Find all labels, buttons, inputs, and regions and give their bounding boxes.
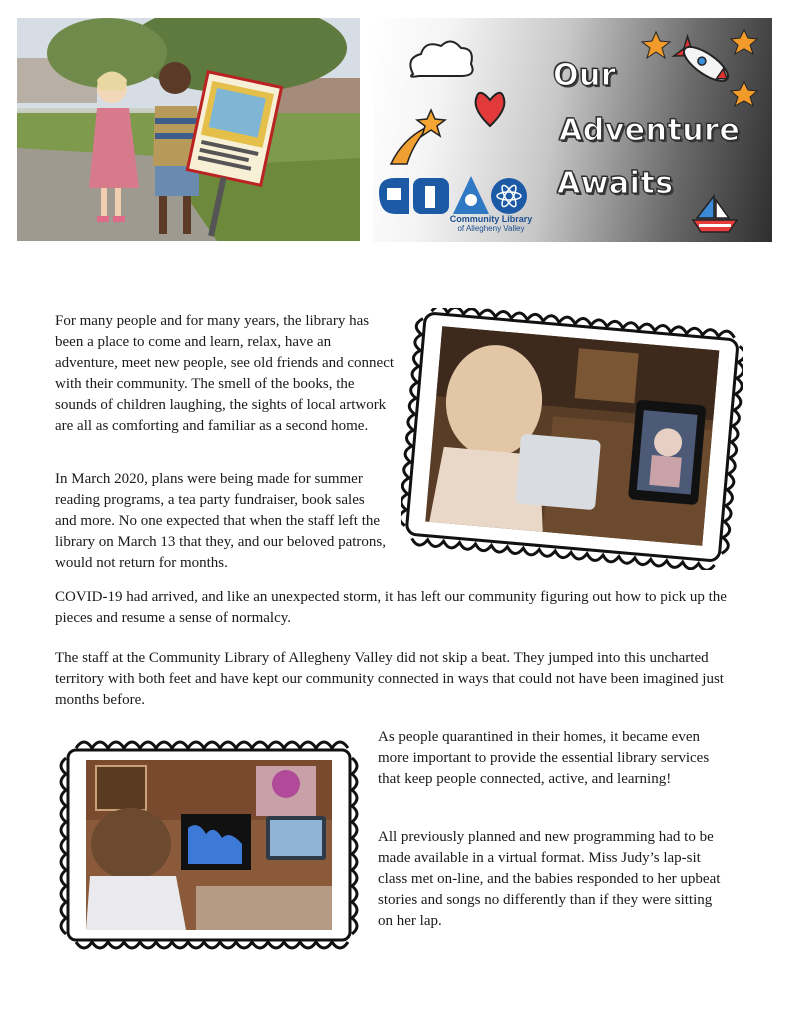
headline-line-1: Our [553, 58, 617, 93]
paragraph-intro: For many people and for many years, the library has been a place to come and learn, relax, have an adventure, meet new people, see old friends and connect with their community. The smell of the books, the sounds of children laughing, the sights of local artwork are all as comforting and familiar as a second home. [55, 313, 395, 434]
photo-baby-video-call [401, 308, 743, 570]
shooting-star-icon [391, 110, 445, 164]
paragraph-covid: COVID-19 had arrived, and like an unexpected storm, it has left our community figuring out how to pick up the pieces and resume a sense of normalcy. [55, 589, 727, 626]
logo-name: Community Library [449, 214, 533, 224]
headline-line-3: Awaits [557, 166, 674, 201]
paragraph-quarantine: As people quarantined in their homes, it became even more important to provide the essential library services that keep people connected, active, and learning! [378, 729, 710, 787]
adventure-banner [373, 18, 772, 242]
paragraph-staff: The staff at the Community Library of Allegheny Valley did not skip a beat. They jumped into this uncharted territory with both feet and have kept our community connected in ways that could not have been imagined just months before. [55, 650, 724, 708]
library-logo [379, 176, 527, 214]
headline-line-2: Adventure [559, 113, 741, 148]
paragraph-virtual: All previously planned and new programming had to be made available in a virtual format. Miss Judy’s lap-sit class met on-line, and the babies responded to her upbeat stories and songs no differently than if they were sitting on her lap. [378, 829, 721, 929]
photo-child-laptop [56, 736, 362, 952]
paragraph-march-2020: In March 2020, plans were being made for summer reading programs, a tea party fundraiser, book sales and more. No one expected that when the staff left the library on March 13 that they, and our beloved patrons, would not return for months. [55, 471, 387, 571]
cloud-icon [410, 41, 472, 76]
logo-text [441, 214, 541, 234]
heart-icon [476, 93, 505, 126]
logo-subname: of Allegheny Valley [457, 224, 525, 233]
rocket-icon [674, 36, 734, 88]
photo-children-storywalk [17, 18, 360, 241]
sailboat-icon [693, 196, 737, 232]
